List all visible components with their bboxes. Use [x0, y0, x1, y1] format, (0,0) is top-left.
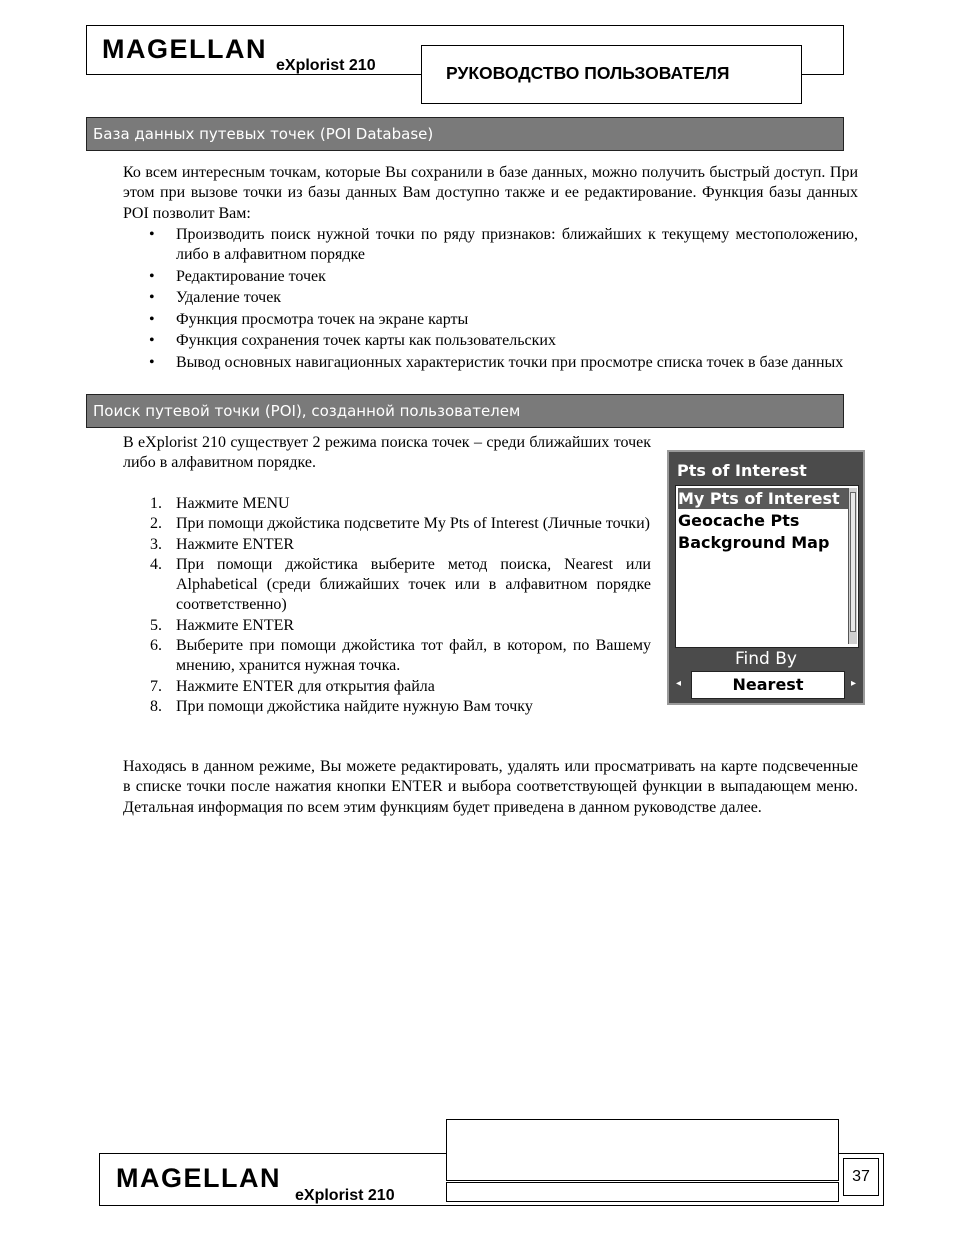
step-text: Выберите при помощи джойстика тот файл, в котором, по Вашему мнению, хранится нужная точка. [176, 637, 651, 675]
step-item [123, 514, 651, 534]
device-list-item-geocache: Geocache Pts [678, 511, 800, 530]
step-text: При помощи джойстика подсветите My Pts of Interest (Личные точки) [176, 515, 650, 533]
page-number: 37 [843, 1158, 879, 1196]
step-number: 3. [150, 535, 162, 553]
device-screen-title: Pts of Interest [677, 461, 807, 480]
section-heading-poi-database [86, 117, 844, 151]
section1-intro: Ко всем интересным точкам, которые Вы сохранили в базе данных, можно получить быстрый доступ. При этом при вызове точки из базы данных Вам доступно также и ее редактирование. Функция базы данных POI позволит Вам: [123, 164, 858, 222]
step-number: 4. [150, 555, 162, 573]
step-item [123, 677, 651, 697]
section2-outro: Находясь в данном режиме, Вы можете редактировать, удалять или просматривать на карте подсвеченные в списке точки после нажатия кнопки ENTER и выбора соответствующей функции в выпадающем меню. Детальная информация по всем этим функциям будет приведена в данном руководстве далее. [123, 758, 858, 816]
footer-blank-strip [446, 1182, 839, 1202]
section2-intro: В eXplorist 210 существует 2 режима поиска точек – среди ближайших точек либо в алфавитном порядке. [123, 434, 651, 472]
step-number: 1. [150, 495, 162, 512]
device-list-item-my-pts: My Pts of Interest [678, 488, 848, 509]
device-poi-list [675, 485, 859, 648]
step-text: Нажмите ENTER [176, 616, 295, 634]
step-text: Нажмите ENTER для открытия файла [176, 677, 435, 695]
device-find-by-label: Find By [735, 649, 797, 669]
device-list-item-background-map: Background Map [678, 533, 830, 552]
footer-blank-box [446, 1119, 839, 1181]
header-doc-title: РУКОВОДСТВО ПОЛЬЗОВАТЕЛЯ [446, 63, 730, 83]
list-item: • Вывод основных навигационных характеристик точки при просмотре списка точек в базе данных [123, 353, 858, 373]
step-text: При помощи джойстика выберите метод поиска, Nearest или Alphabetical (среди ближайших точек или в алфавитном порядке соответственно) [176, 555, 651, 614]
right-arrow-icon: ▸ [851, 678, 857, 689]
step-number: 8. [150, 697, 162, 715]
step-number: 2. [150, 515, 162, 533]
steps-list [123, 494, 651, 717]
list-item: • Производить поиск нужной точки по ряду признаков: ближайших к текущему местоположению, либо в алфавитном порядке [123, 225, 858, 266]
device-scrollbar [848, 488, 857, 644]
header-model: eXplorist 210 [276, 57, 376, 74]
header-brand-logo: MAGELLAN [102, 34, 267, 64]
step-text: Нажмите MENU [176, 495, 290, 512]
step-item [123, 636, 651, 677]
list-item: • Редактирование точек [123, 267, 858, 287]
step-text: При помощи джойстика найдите нужную Вам точку [176, 697, 533, 715]
step-number: 5. [150, 616, 162, 634]
list-item: • Удаление точек [123, 288, 858, 308]
section-heading-text: Поиск путевой точки (POI), созданной пользователем [93, 402, 521, 420]
footer-brand-logo: MAGELLAN [116, 1163, 281, 1193]
step-number: 6. [150, 637, 162, 655]
device-find-by-selector: Nearest [691, 671, 845, 699]
footer-model: eXplorist 210 [295, 1187, 395, 1204]
step-item [123, 616, 651, 636]
step-item [123, 535, 651, 555]
device-scrollbar-thumb [850, 492, 856, 632]
step-number: 7. [150, 677, 162, 695]
step-item [123, 555, 651, 616]
section-heading-user-poi-search [86, 394, 844, 428]
section-heading-text: База данных путевых точек (POI Database) [93, 125, 434, 143]
step-text: Нажмите ENTER [176, 535, 295, 553]
list-item: • Функция сохранения точек карты как пользовательских [123, 331, 858, 351]
device-screenshot [667, 450, 865, 705]
list-item: • Функция просмотра точек на экране карты [123, 310, 858, 330]
step-item [123, 697, 651, 717]
step-item [123, 494, 651, 514]
left-arrow-icon: ◂ [676, 678, 682, 689]
feature-bullet-list [123, 225, 858, 374]
